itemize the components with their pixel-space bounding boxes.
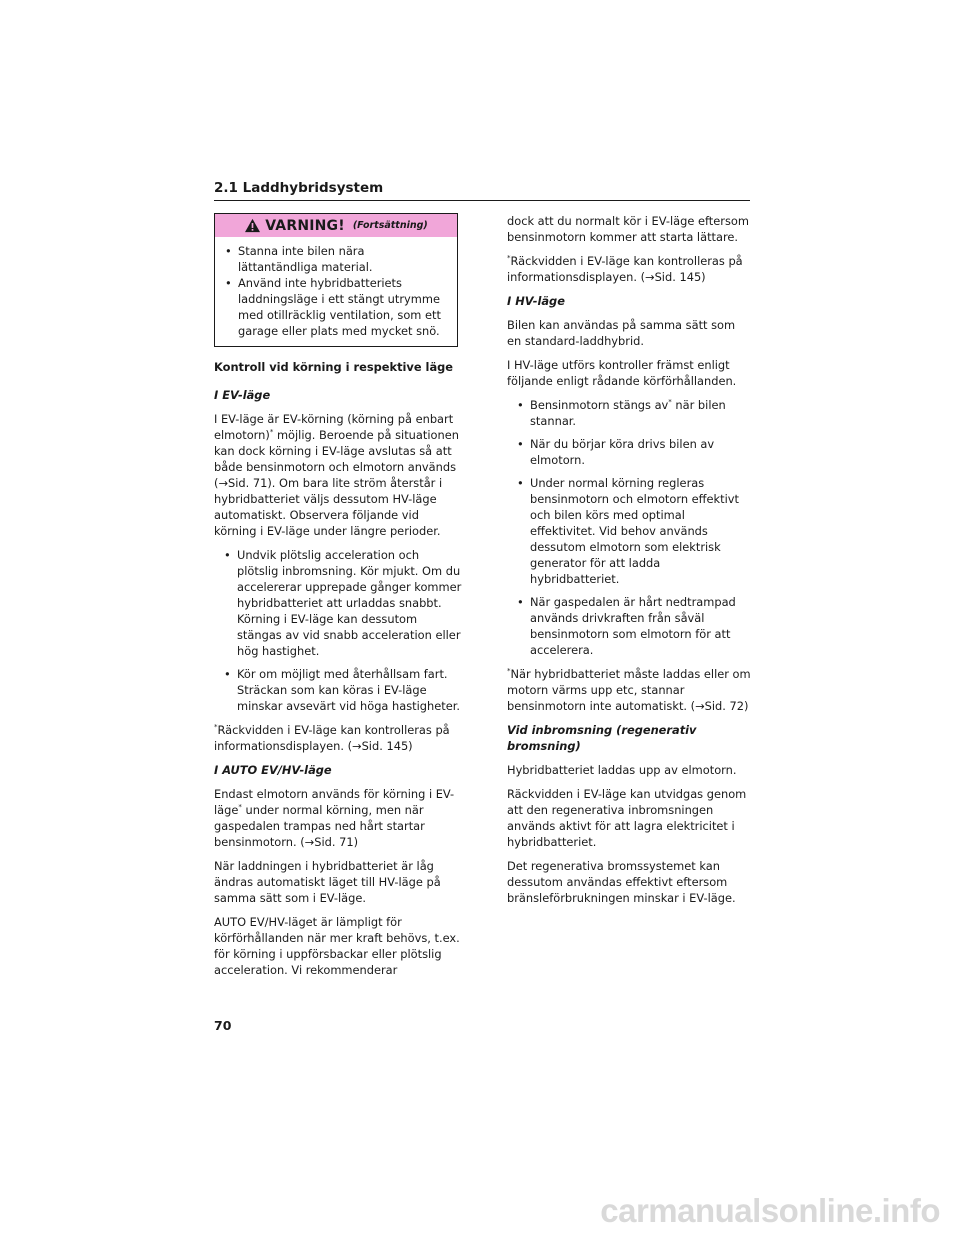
hv-list-item: • Under normal körning regleras bensinmotorn och elmotorn effektivt och bilen körs med optimal effektivitet. Vid behov används dessutom elmotorn som elektrisk generator för att ladda hybridbatteriet. — [517, 475, 752, 587]
heading-auto-mode: I AUTO EV/HV-läge — [214, 763, 332, 777]
hv-paragraph-2: I HV-läge utförs kontroller främst enligt följande enligt rådande körförhållanden. — [507, 358, 737, 388]
footnote-star: * — [269, 428, 274, 437]
footnote-star: * — [238, 803, 242, 812]
hv-item-text-b: när bilen stannar. — [530, 398, 726, 428]
hv-list-item — [517, 397, 752, 429]
warning-header — [215, 214, 457, 237]
auto-paragraph-2: När laddningen i hybridbatteriet är låg ändras automatiskt läget till HV-läge på samma sätt som i EV-läge. — [214, 859, 441, 905]
ev-text-b: möjlig. Beroende på situationen kan dock körning i EV-läge avslutas så att både bensinmotorn och elmotorn används (→Sid. 71). Om bara lite ström återstår i hybridbatteriet väljs dessutom HV-läge automatiskt. Observera följande vid körning i EV-läge under längre perioder. — [214, 428, 459, 538]
auto-text-b: under normal körning, men när gaspedalen trampas ned hårt startar bensinmotorn. (→Sid. 71) — [214, 803, 425, 849]
hv-list — [507, 397, 752, 658]
heading-ev-mode: I EV-läge — [214, 388, 271, 402]
footnote-star: * — [668, 398, 672, 407]
warning-triangle-icon — [244, 218, 261, 233]
range-footnote-text: Räckvidden i EV-läge kan kontrolleras på informationsdisplayen. (→Sid. 145) — [507, 254, 743, 284]
ev-list-item: • Undvik plötslig acceleration och plötslig inbromsning. Kör mjukt. Om du accelererar upprepade gånger kommer hybridbatteriet att urladdas snabbt. Körning i EV-läge kan dessutom stängas av vid snabb acceleration eller hög hastighet. — [224, 547, 464, 659]
ev-text-a: I EV-läge är EV-körning (körning på enbart elmotorn) — [214, 412, 454, 442]
footnote-star: * — [214, 723, 218, 732]
ev-paragraph — [214, 411, 464, 539]
auto-text-a: Endast elmotorn används för körning i EV-läge — [214, 787, 455, 817]
range-footnote — [507, 253, 752, 285]
regen-paragraph-2: Räckvidden i EV-läge kan utvidgas genom att den regenerativa inbromsningen används aktivt för att lagra elektricitet i hybridbatteriet. — [507, 787, 747, 849]
right-column — [507, 213, 752, 914]
warning-list — [225, 243, 447, 339]
hv-list-item: • När gaspedalen är hårt nedtrampad används drivkraften från såväl bensinmotorn som elmotorn för att accelerera. — [517, 594, 752, 658]
warning-title: VARNING! — [265, 217, 345, 234]
hv-list-item: • När du börjar köra drivs bilen av elmotorn. — [517, 436, 752, 468]
hv-footnote-text: När hybridbatteriet måste laddas eller om motorn värms upp etc, stannar bensinmotorn inte automatiskt. (→Sid. 72) — [507, 667, 751, 713]
ev-footnote — [214, 722, 464, 754]
warning-item: • Stanna inte bilen nära lättantändliga material. — [225, 243, 447, 275]
section-header: 2.1 Laddhybridsystem — [214, 180, 750, 201]
regen-paragraph-3: Det regenerativa bromssystemet kan dessutom användas effektivt eftersom bränsleförbrukningen minskar i EV-läge. — [507, 859, 736, 905]
warning-box — [214, 213, 458, 347]
auto-paragraph-3: AUTO EV/HV-läget är lämpligt för körförhållanden när mer kraft behövs, t.ex. för körning i uppförsbackar eller plötslig acceleration. Vi rekommenderar — [214, 915, 460, 977]
auto-paragraph-continued: dock att du normalt kör i EV-läge eftersom bensinmotorn kommer att starta lättare. — [507, 214, 749, 244]
footnote-star: * — [507, 254, 511, 263]
watermark: carmanualsonline.info — [600, 1192, 940, 1229]
hv-footnote — [507, 666, 752, 714]
warning-continued: (Fortsättning) — [352, 220, 428, 231]
ev-list — [214, 547, 464, 714]
auto-paragraph-1 — [214, 786, 464, 850]
regen-paragraph-1: Hybridbatteriet laddas upp av elmotorn. — [507, 763, 737, 777]
ev-footnote-text: Räckvidden i EV-läge kan kontrolleras på informationsdisplayen. (→Sid. 145) — [214, 723, 450, 753]
warning-body — [215, 237, 457, 346]
left-column — [214, 213, 464, 986]
footnote-star: * — [507, 667, 511, 676]
hv-paragraph-1: Bilen kan användas på samma sätt som en standard-laddhybrid. — [507, 318, 736, 348]
ev-list-item: • Kör om möjligt med återhållsam fart. Sträckan som kan köras i EV-läge minskar avsevärt vid höga hastigheter. — [224, 666, 464, 714]
page-number: 70 — [214, 1018, 232, 1033]
warning-item: • Använd inte hybridbatteriets laddningsläge i ett stängt utrymme med otillräcklig ventilation, som ett garage eller plats med mycket snö. — [225, 275, 447, 339]
heading-regen-braking: Vid inbromsning (regenerativ bromsning) — [507, 723, 697, 753]
hv-item-text-a: Bensinmotorn stängs av — [530, 398, 669, 412]
heading-hv-mode: I HV-läge — [507, 294, 565, 308]
heading-control-per-mode: Kontroll vid körning i respektive läge — [214, 360, 454, 374]
